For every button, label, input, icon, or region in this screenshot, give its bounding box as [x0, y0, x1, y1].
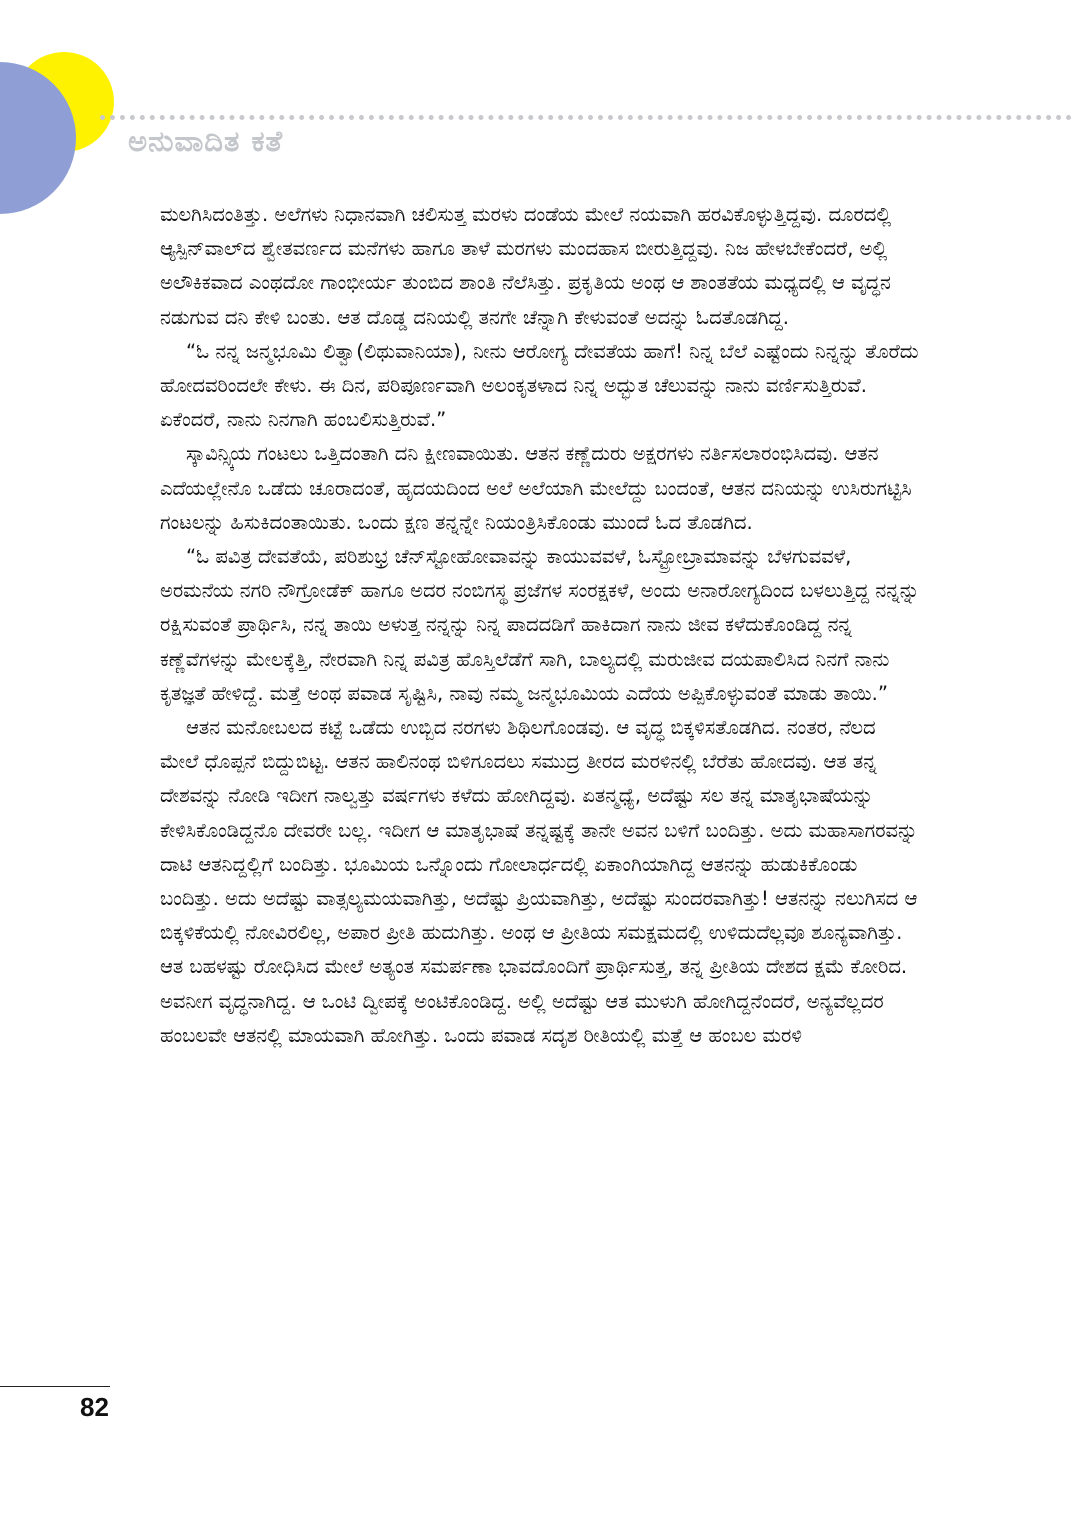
paragraph-1: ಮಲಗಿಸಿದಂತಿತ್ತು. ಅಲೆಗಳು ನಿಧಾನವಾಗಿ ಚಲಿಸುತ್ತ ಮರಳು ದಂಡೆಯ ಮೇಲೆ ನಯವಾಗಿ ಹರವಿಕೊಳ್ಳುತ್ತಿದ್ದವು. ದೂರದಲ್ಲಿ ಆ್ಯಸ್ಪಿನ್‌ವಾಲ್‌ದ ಶ್ವೇತವರ್ಣದ ಮನೆಗಳು ಹಾಗೂ ತಾಳೆ ಮರಗಳು ಮಂದಹಾಸ ಬೀರುತ್ತಿದ್ದವು. ನಿಜ ಹೇಳಬೇಕೆಂದರೆ, ಅಲ್ಲಿ ಅಲೌಕಿಕವಾದ ಎಂಥದೋ ಗಾಂಭೀರ್ಯ ತುಂಬಿದ ಶಾಂತಿ ನೆಲೆಸಿತ್ತು. ಪ್ರಕೃತಿಯ ಅಂಥ ಆ ಶಾಂತತೆಯ ಮಧ್ಯದಲ್ಲಿ ಆ ವೃದ್ಧನ ನಡುಗುವ ದನಿ ಕೇಳಿ ಬಂತು. ಆತ ದೊಡ್ಡ ದನಿಯಲ್ಲಿ ತನಗೇ ಚೆನ್ನಾಗಿ ಕೇಳುವಂತೆ ಅದನ್ನು ಓದತೊಡಗಿದ್ದ.: [160, 203, 892, 329]
header-dotted-rule: [100, 115, 1072, 120]
section-title: ಅನುವಾದಿತ ಕತೆ: [128, 124, 284, 158]
footer-rule: [0, 1386, 110, 1387]
paragraph-5: ಆತನ ಮನೋಬಲದ ಕಟ್ಟೆ ಒಡೆದು ಉಬ್ಬಿದ ನರಗಳು ಶಿಥಿಲಗೊಂಡವು. ಆ ವೃದ್ಧ ಬಿಕ್ಕಳಿಸತೊಡಗಿದ. ನಂತರ, ನೆಲದ ಮೇಲೆ ಧೊಪ್ಪನೆ ಬಿದ್ದುಬಿಟ್ಟ. ಆತನ ಹಾಲಿನಂಥ ಬಿಳಿಗೂದಲು ಸಮುದ್ರ ತೀರದ ಮರಳಿನಲ್ಲಿ ಬೆರೆತು ಹೋದವು. ಆತ ತನ್ನ ದೇಶವನ್ನು ನೋಡಿ ಇದೀಗ ನಾಲ್ವತ್ತು ವರ್ಷಗಳು ಕಳೆದು ಹೋಗಿದ್ದವು. ಏತನ್ಮಧ್ಯೆ, ಅದೆಷ್ಟು ಸಲ ತನ್ನ ಮಾತೃಭಾಷೆಯನ್ನು ಕೇಳಿಸಿಕೊಂಡಿದ್ದನೊ ದೇವರೇ ಬಲ್ಲ. ಇದೀಗ ಆ ಮಾತೃಭಾಷೆ ತನ್ನಷ್ಟಕ್ಕೆ ತಾನೇ ಅವನ ಬಳಿಗೆ ಬಂದಿತ್ತು. ಅದು ಮಹಾಸಾಗರವನ್ನು ದಾಟಿ ಆತನಿದ್ದಲ್ಲಿಗೆ ಬಂದಿತ್ತು. ಭೂಮಿಯ ಒನ್ನೊಂದು ಗೋಲಾರ್ಧದಲ್ಲಿ ಏಕಾಂಗಿಯಾಗಿದ್ದ ಆತನನ್ನು ಹುಡುಕಿಕೊಂಡು ಬಂದಿತ್ತು. ಅದು ಅದೆಷ್ಟು ವಾತ್ಸಲ್ಯಮಯವಾಗಿತ್ತು, ಅದೆಷ್ಟು ಪ್ರಿಯವಾಗಿತ್ತು, ಅದೆಷ್ಟು ಸುಂದರವಾಗಿತ್ತು! ಆತನನ್ನು ನಲುಗಿಸದ ಆ ಬಿಕ್ಕಳಿಕೆಯಲ್ಲಿ ನೋವಿರಲಿಲ್ಲ, ಅಪಾರ ಪ್ರೀತಿ ಹುದುಗಿತ್ತು. ಅಂಥ ಆ ಪ್ರೀತಿಯ ಸಮಕ್ಷಮದಲ್ಲಿ ಉಳಿದುದೆಲ್ಲವೂ ಶೂನ್ಯವಾಗಿತ್ತು. ಆತ ಬಹಳಷ್ಟು ರೋಧಿಸಿದ ಮೇಲೆ ಅತ್ಯಂತ ಸಮರ್ಪಣಾ ಭಾವದೊಂದಿಗೆ ಪ್ರಾರ್ಥಿಸುತ್ತ, ತನ್ನ ಪ್ರೀತಿಯ ದೇಶದ ಕ್ಷಮೆ ಕೋರಿದ. ಅವನೀಗ ವೃದ್ಧನಾಗಿದ್ದ. ಆ ಒಂಟಿ ದ್ವೀಪಕ್ಕೆ ಅಂಟಿಕೊಂಡಿದ್ದ. ಅಲ್ಲಿ ಅದೆಷ್ಟು ಆತ ಮುಳುಗಿ ಹೋಗಿದ್ದನೆಂದರೆ, ಅನ್ಯವೆಲ್ಲದರ ಹಂಬಲವೇ ಆತನಲ್ಲಿ ಮಾಯವಾಗಿ ಹೋಗಿತ್ತು. ಒಂದು ಪವಾಡ ಸದೃಶ ರೀತಿಯಲ್ಲಿ ಮತ್ತೆ ಆ ಹಂಬಲ ಮರಳಿ: [160, 716, 918, 1047]
paragraph-3: ಸ್ಕಾವಿನ್ಸ್ಕಿಯ ಗಂಟಲು ಒತ್ತಿದಂತಾಗಿ ದನಿ ಕ್ಷೀಣವಾಯಿತು. ಆತನ ಕಣ್ಣೆದುರು ಅಕ್ಷರಗಳು ನರ್ತಿಸಲಾರಂಭಿಸಿದವು. ಆತನ ಎದೆಯಲ್ಲೇನೊ ಒಡೆದು ಚೂರಾದಂತೆ, ಹೃದಯದಿಂದ ಅಲೆ ಅಲೆಯಾಗಿ ಮೇಲೆದ್ದು ಬಂದಂತೆ, ಆತನ ದನಿಯನ್ನು ಉಸಿರುಗಟ್ಟಿಸಿ ಗಂಟಲನ್ನು ಹಿಸುಕಿದಂತಾಯಿತು. ಒಂದು ಕ್ಷಣ ತನ್ನನ್ನೇ ನಿಯಂತ್ರಿಸಿಕೊಂಡು ಮುಂದೆ ಓದ ತೊಡಗಿದ.: [160, 442, 912, 534]
page-number: 82: [80, 1392, 109, 1422]
paragraph-4: “ಓ ಪವಿತ್ರ ದೇವತೆಯೆ, ಪರಿಶುಭ್ರ ಚೆನ್‌ಸ್ಟೋಹೋವಾವನ್ನು ಕಾಯುವವಳೆ, ಓಸ್ಟ್ರೋಬ್ರಾಮಾವನ್ನು ಬೆಳಗುವವಳೆ, ಅರಮನೆಯ ನಗರಿ ನೌಗ್ರೋಡೆಕ್ ಹಾಗೂ ಅದರ ನಂಬಿಗಸ್ಥ ಪ್ರಜೆಗಳ ಸಂರಕ್ಷಕಳೆ, ಅಂದು ಅನಾರೋಗ್ಯದಿಂದ ಬಳಲುತ್ತಿದ್ದ ನನ್ನನ್ನು ರಕ್ಷಿಸುವಂತೆ ಪ್ರಾರ್ಥಿಸಿ, ನನ್ನ ತಾಯಿ ಅಳುತ್ತ ನನ್ನನ್ನು ನಿನ್ನ ಪಾದದಡಿಗೆ ಹಾಕಿದಾಗ ನಾನು ಜೀವ ಕಳೆದುಕೊಂಡಿದ್ದ ನನ್ನ ಕಣ್ಣೆವೆಗಳನ್ನು ಮೇಲಕ್ಕೆತ್ತಿ, ನೇರವಾಗಿ ನಿನ್ನ ಪವಿತ್ರ ಹೊಸ್ತಿಲೆಡೆಗೆ ಸಾಗಿ, ಬಾಲ್ಯದಲ್ಲಿ ಮರುಜೀವ ದಯಪಾಲಿಸಿದ ನಿನಗೆ ನಾನು ಕೃತಜ್ಞತೆ ಹೇಳಿದ್ದೆ. ಮತ್ತೆ ಅಂಥ ಪವಾಡ ಸೃಷ್ಟಿಸಿ, ನಾವು ನಮ್ಮ ಜನ್ಮಭೂಮಿಯ ಎದೆಯ ಅಪ್ಪಿಕೊಳ್ಳುವಂತೆ ಮಾಡು ತಾಯಿ.”: [160, 545, 920, 705]
story-text: [160, 198, 920, 1053]
paragraph-2: “ಓ ನನ್ನ ಜನ್ಮಭೂಮಿ ಲಿತ್ವಾ(ಲಿಥುವಾನಿಯಾ), ನೀನು ಆರೋಗ್ಯ ದೇವತೆಯ ಹಾಗೆ! ನಿನ್ನ ಬೆಲೆ ಎಷ್ಟೆಂದು ನಿನ್ನನ್ನು ತೊರೆದು ಹೋದವರಿಂದಲೇ ಕೇಳು. ಈ ದಿನ, ಪರಿಪೂರ್ಣವಾಗಿ ಅಲಂಕೃತಳಾದ ನಿನ್ನ ಅದ್ಭುತ ಚೆಲುವನ್ನು ನಾನು ವರ್ಣಿಸುತ್ತಿರುವೆ. ಏಕೆಂದರೆ, ನಾನು ನಿನಗಾಗಿ ಹಂಬಲಿಸುತ್ತಿರುವೆ.”: [160, 339, 919, 432]
